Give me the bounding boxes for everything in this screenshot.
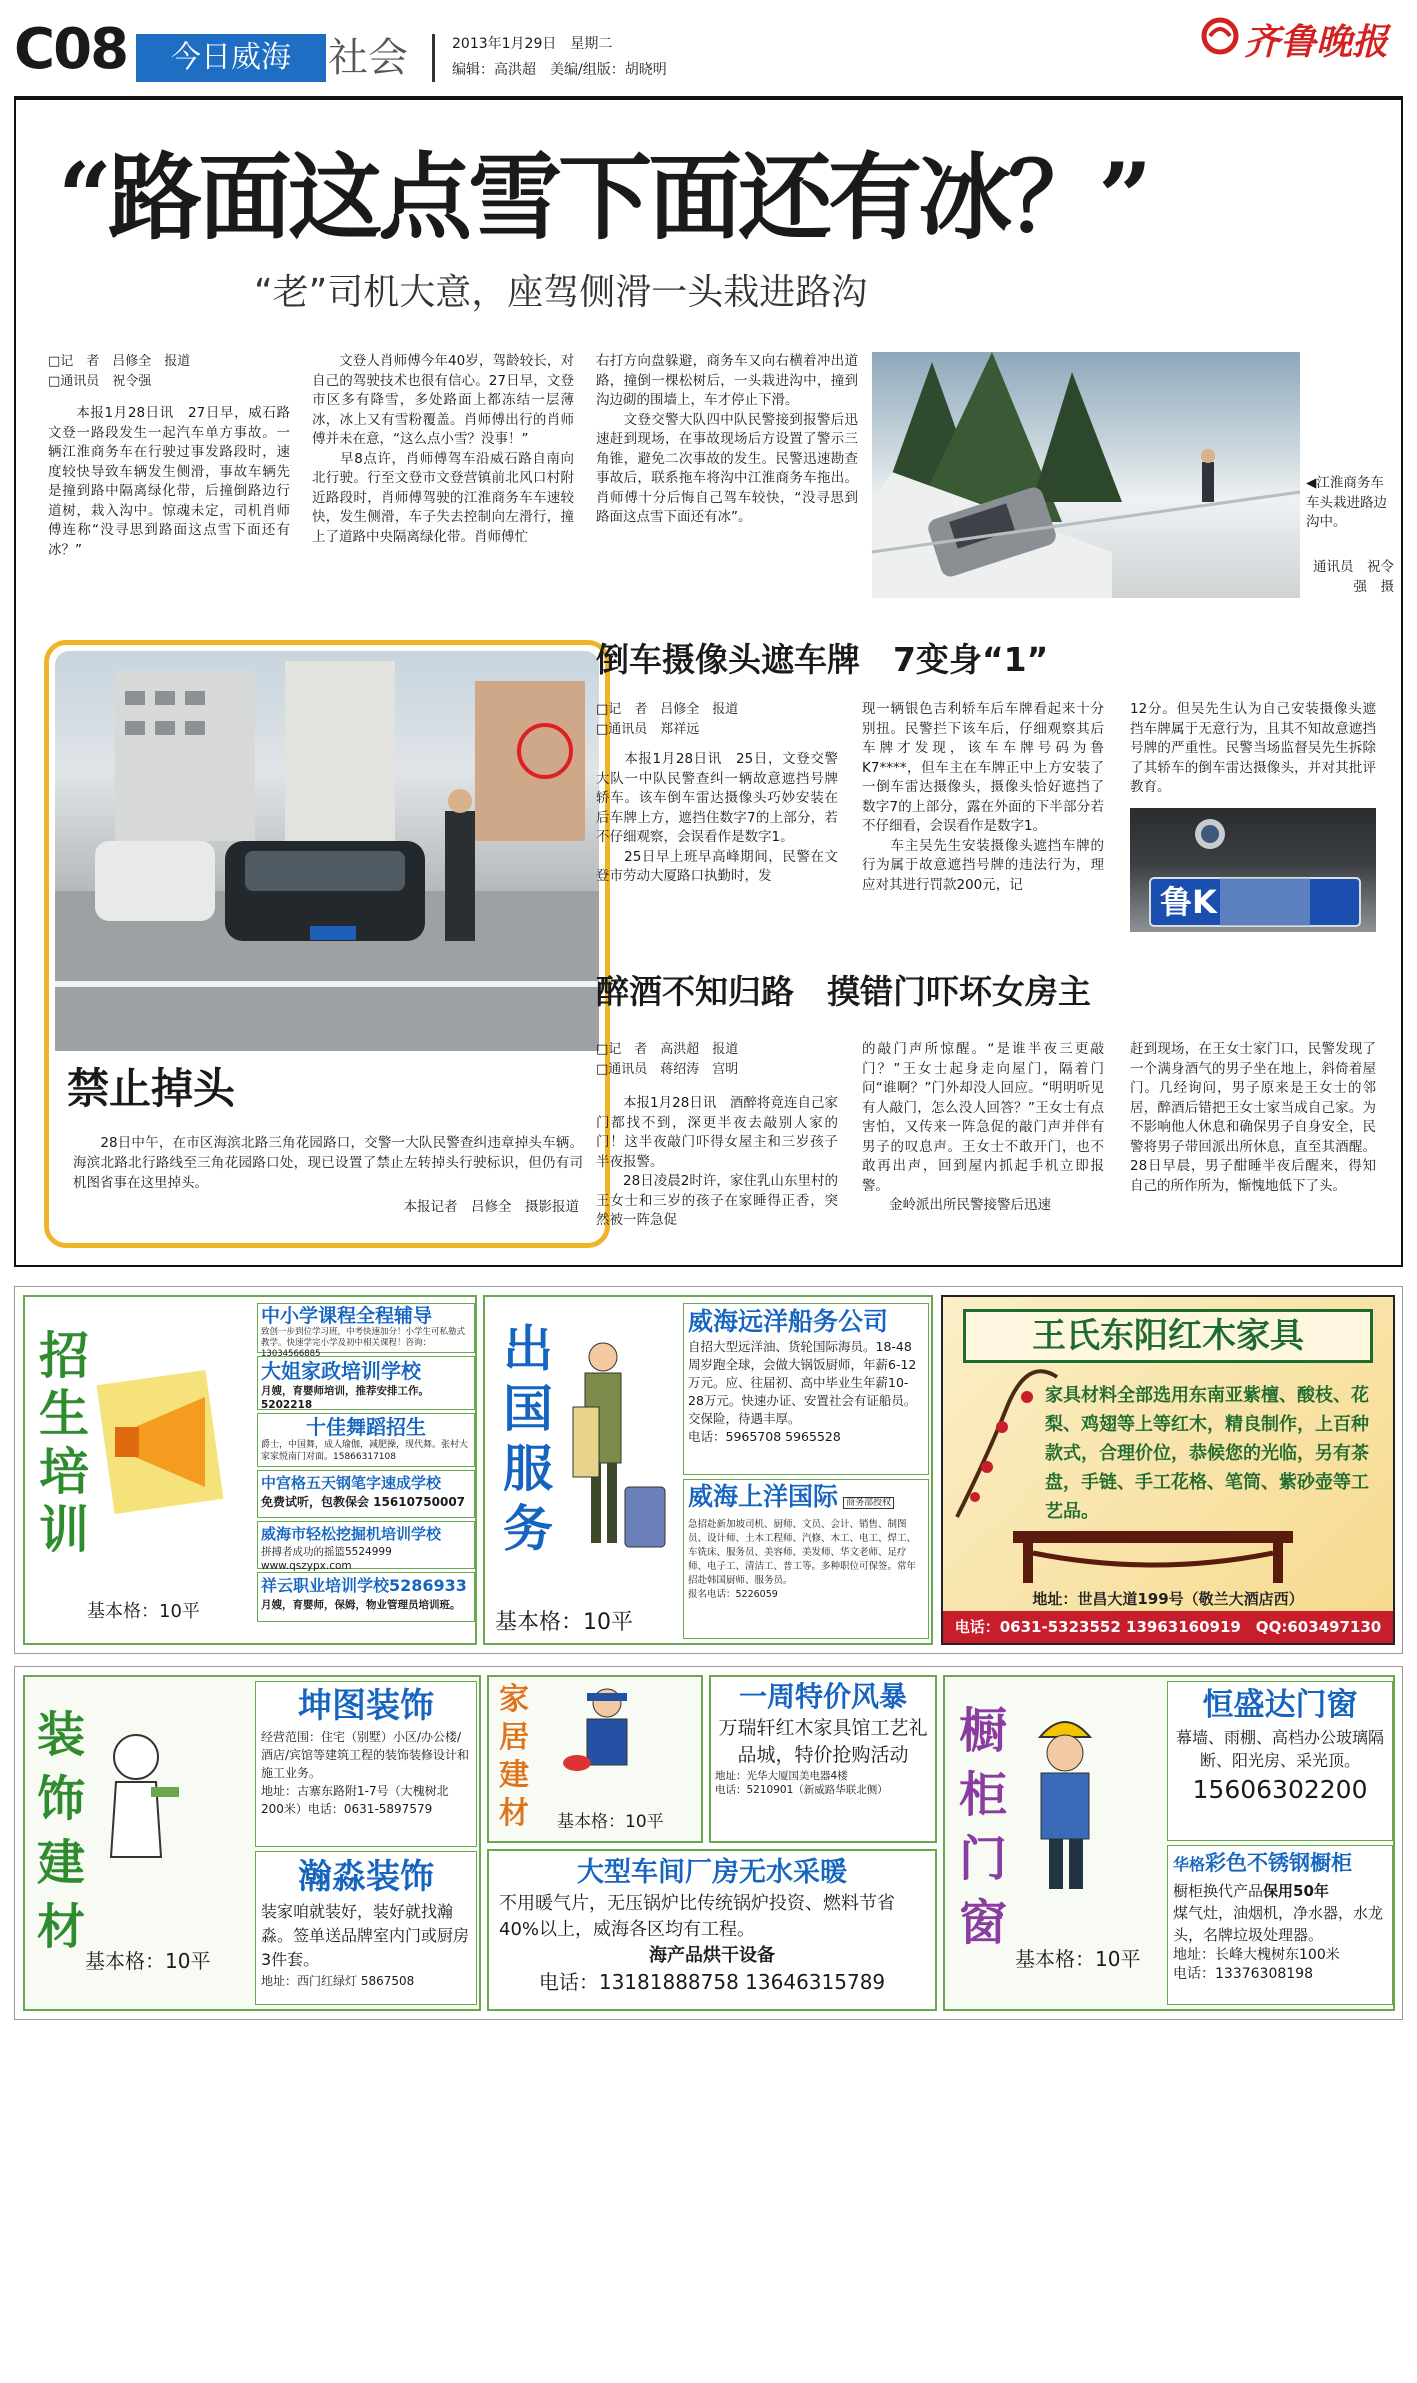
story2-byline-correspondent: □通讯员 郑祥远 [596, 722, 700, 737]
home-price: 基本格：10平 [557, 1812, 664, 1832]
shangyang-heading [688, 1482, 924, 1518]
huage-body-a: 橱柜换代产品 [1173, 1882, 1264, 1900]
overseas-label: 出国服务 [503, 1320, 553, 1558]
story2-headline: 倒车摄像头遮车牌 7变身“1” [596, 640, 1049, 679]
photo-box-credit: 本报记者 吕修全 摄影报道 [403, 1199, 579, 1215]
huage-brand: 华格 [1173, 1855, 1206, 1874]
weekly-contact: 电话：5210901（新威路华联北侧） [715, 1784, 888, 1796]
yuanyang-body: 自招大型远洋油、货轮国际海员。18-48周岁跑全球，会做大锅饭厨师，年薪6-12万元。应、往届初、高中毕业生年薪10-28万元。快速办证、安置社会有证船员。交保险，待遇丰厚。 [688, 1339, 917, 1426]
overseas-price: 基本格：10平 [495, 1610, 633, 1635]
huage-contact: 电话：13376308198 [1173, 1966, 1313, 1982]
traveler-icon [563, 1337, 673, 1577]
shangyang-title: 威海上洋国际 [688, 1482, 839, 1511]
edu-ad-2-title: 大姐家政培训学校 [261, 1359, 421, 1383]
story2-column-2: 现一辆银色吉利轿车后车牌看起来十分别扭。民警拦下该车后，仔细观察其后车牌才发现，该车车牌号码为鲁K7****，但车主在车牌正中上方安装了一倒车雷达摄像头，摄像头恰好遮挡了数字7的上部分，露在外面的下半部分若不仔细看，会误看作是数字1。 车主吴先生安装摄像头遮挡车牌的行为属于故意遮挡号牌的违法行为，理应对其进行罚款200元，记 [862, 701, 1104, 893]
edu-ad-5-title: 威海市轻松挖掘机培训学校 [261, 1525, 442, 1543]
furniture-contact: 电话：0631-5323552 13963160919 QQ:603497130 [954, 1618, 1382, 1636]
edu-ad-1-body: 致创一步到位学习班，中考快速加分！小学生可私塾式教学。快速学完小学及初中相关课程！咨询：13034566885 [261, 1327, 466, 1359]
hengsheng-title: 恒盛达门窗 [1202, 1687, 1358, 1723]
ad-group-decoration [23, 1675, 481, 2011]
story3-byline-reporter: □记 者 高洪超 报道 [596, 1042, 739, 1057]
furniture-ad [941, 1295, 1395, 1645]
story3-headline: 醉酒不知归路 摸错门吓坏女房主 [596, 972, 1091, 1011]
weekly-ad [709, 1675, 937, 1843]
weekly-body: 万瑞轩红木家具馆工艺礼品城，特价抢购活动 [718, 1717, 928, 1766]
yuanyang-ad [683, 1303, 929, 1475]
hengsheng-ad [1167, 1681, 1393, 1841]
story2-column-3: 12分。但吴先生认为自己安装摄像头遮挡车牌属于无意行为，且其不知故意遮挡号牌的严重性。民警当场监督吴先生拆除了其轿车的倒车雷达摄像头，并对其批评教育。 [1130, 701, 1376, 795]
paper-name: 齐鲁晚报 [1244, 21, 1389, 63]
photo-box [44, 640, 610, 1248]
photo-box-caption: 28日中午，在市区海滨北路三角花园路口，交警一大队民警查纠违章掉头车辆。海滨北路北行路线至三角花园路口处，现已设置了禁止左转掉头行驶标识，但仍有司机图省事在这里掉头。 [73, 1135, 583, 1191]
edu-ad-6 [257, 1572, 475, 1622]
edu-ad-2 [257, 1356, 475, 1410]
furniture-title: 王氏东阳红木家具 [1032, 1316, 1304, 1356]
edu-ad-3-title: 十佳舞蹈招生 [306, 1415, 426, 1439]
edu-ad-2-body: 月嫂，育婴师培训，推荐安排工作。5202218 [261, 1385, 429, 1411]
edu-ad-4 [257, 1470, 475, 1518]
kuntu-body: 经营范围：住宅（别墅）小区/办公楼/酒店/宾馆等建筑工程的装饰装修设计和施工业务。 [261, 1730, 470, 1780]
kuntu-address: 地址：古寨东路附1-7号（大槐树北200米）电话：0631-5897579 [261, 1784, 449, 1816]
kuntu-title: 坤图装饰 [298, 1686, 434, 1726]
shangyang-ad [683, 1479, 929, 1639]
story2-byline-reporter: □记 者 吕修全 报道 [596, 702, 739, 717]
education-price: 基本格：10平 [87, 1601, 200, 1622]
ads-row-1 [14, 1286, 1403, 1654]
section-tab: 今日威海 [136, 34, 326, 82]
lead-subhead: “老”司机大意，座驾侧滑一头栽进路沟 [254, 272, 868, 313]
hanmiao-body: 装家咱就装好，装好就找瀚淼。签单送品牌室内门或厨房3件套。 [261, 1902, 470, 1969]
hanmiao-ad [255, 1851, 477, 2005]
lead-column-3: 右打方向盘躲避，商务车又向右横着冲出道路，撞倒一棵松树后，一头栽进沟中，撞到沟边砌的围墙上，车才停止下滑。 文登交警大队四中队民警接到报警后迅速赶到现场，在事故现场后方设置了警示三角锥，避免二次事故的发生。民警迅速勘查事故后，联系拖车将沟中江淮商务车拖出。肖师傅十分后悔自己驾车较快，“没寻思到路面这点雪下面还有冰”。 [596, 353, 858, 525]
story2-column-1: 本报1月28日讯 25日，文登交警大队一中队民警查纠一辆故意遮挡号牌轿车。该车倒车雷达摄像头巧妙安装在后车牌上方，遮挡住数字7的上部分，若不仔细观察，会误看作是数字1。 25日早上班早高峰期间，民警在文登市劳动大厦路口执勤时，发 [596, 751, 838, 884]
kuntu-ad [255, 1681, 477, 1847]
home-label: 家居建材 [499, 1682, 529, 1831]
yuanyang-title: 威海远洋船务公司 [688, 1307, 889, 1336]
shangyang-body: 急招赴新加坡司机、厨师、文员、会计、销售、制图员、设计师、土木工程师、汽修、木工、电工、焊工、车铣床、服务员、美容师、美发师、华文老师、足疗师、电子工、清洁工、普工等。多种职位可保签。常年招赴韩国厨师、服务员。 [688, 1519, 917, 1586]
cabinets-label: 橱柜门窗 [959, 1703, 1008, 1951]
edu-ad-5 [257, 1521, 475, 1572]
decoration-label: 装饰建材 [37, 1707, 86, 1955]
header-divider [432, 34, 435, 82]
header-rule [14, 96, 1403, 100]
logo-swirl-icon [1200, 16, 1240, 56]
edu-ad-1 [257, 1303, 475, 1359]
workshop-contact: 电话：13181888758 13646315789 [538, 1970, 886, 1994]
ad-group-home [487, 1675, 937, 2011]
rosewood-bench-icon [1003, 1507, 1303, 1587]
hanmiao-title: 瀚淼装饰 [298, 1857, 434, 1897]
huage-ad [1167, 1845, 1393, 2005]
lead-headline: “路面这点雪下面还有冰？” [58, 143, 1149, 253]
edu-ad-1-title: 中小学课程全程辅导 [261, 1305, 433, 1327]
education-label: 招生培训 [39, 1327, 89, 1559]
huage-address: 地址：长峰大槐树东100米 [1173, 1947, 1340, 1963]
worker-icon [1015, 1707, 1115, 1897]
hengsheng-body: 幕墙、雨棚、高档办公玻璃隔断、阳光房、采光顶。 [1175, 1728, 1384, 1770]
page-number: C08 [14, 17, 128, 82]
weekly-address: 地址：光华大厦国美电器4楼 [715, 1770, 848, 1782]
subsection-label: 社会 [328, 35, 408, 81]
story3-column-2: 的敲门声所惊醒。“是谁半夜三更敲门？”王女士起身走向屋门，隔着门问“谁啊？”门外却没人回应。“明明听见有人敲门，怎么没人回答？”王女士有点害怕，又传来一阵急促的敲门声并伴有男子的叹息声。王女士不敢开门，也不敢再出声，回到屋内抓起手机立即报警。 金岭派出所民警接警后迅速 [862, 1041, 1104, 1213]
huage-body-b: 保用50年 [1263, 1882, 1329, 1900]
lead-byline-reporter: □记 者 吕修全 报道 [48, 354, 191, 369]
painter-icon [91, 1727, 181, 1907]
huage-title: 彩色不锈钢橱柜 [1205, 1851, 1353, 1875]
workshop-product: 海产品烘干设备 [649, 1945, 775, 1966]
ad-group-overseas [483, 1295, 933, 1645]
story3-column-3: 赶到现场，在王女士家门口，民警发现了一个满身酒气的男子坐在地上，斜倚着屋门。几经询问，男子原来是王女士的邻居，醉酒后错把王女士家当成自己家。为不影响他人休息和确保男子自身安全，民警将男子带回派出所休息，直至其酒醒。28日早晨，男子酣睡半夜后醒来，得知自己的所作所为，惭愧地低下了头。 [1130, 1041, 1376, 1194]
lead-byline-correspondent: □通讯员 祝令强 [48, 374, 152, 389]
furniture-address: 地址：世昌大道199号（敬兰大酒店西） [1032, 1590, 1304, 1608]
accident-photo [872, 352, 1300, 598]
workshop-title: 大型车间厂房无水采暖 [577, 1857, 847, 1888]
cabinets-price: 基本格：10平 [1015, 1947, 1141, 1971]
ad-group-cabinets [943, 1675, 1395, 2011]
story3-column-1: 本报1月28日讯 酒醉将竟连自己家门都找不到，深更半夜去敲别人家的门！这半夜敲门吓得女屋主和三岁孩子半夜报警。 28日凌晨2时许，家住乳山东里村的王女士和三岁的孩子在家睡得正香，突然被一阵急促 [596, 1095, 838, 1228]
issue-date: 2013年1月29日 星期二 [452, 36, 613, 52]
plate-prefix: 鲁K [1160, 883, 1217, 921]
frame-right [1401, 96, 1403, 1266]
yuanyang-contact: 电话：5965708 5965528 [688, 1429, 841, 1444]
hengsheng-phone: 15606302200 [1192, 1775, 1368, 1804]
education-listings [257, 1303, 475, 1622]
photo-box-title: 禁止掉头 [67, 1064, 236, 1113]
megaphone-icon [95, 1357, 245, 1527]
edu-ad-4-body: 免费试听，包教保会 15610750007 [261, 1495, 466, 1509]
shangyang-tag: 商务部授权 [843, 1497, 894, 1509]
decoration-price: 基本格：10平 [85, 1949, 211, 1973]
frame-bottom [14, 1265, 1403, 1267]
plumber-icon [557, 1683, 657, 1793]
story3-byline-correspondent: □通讯员 蒋绍涛 宫明 [596, 1062, 739, 1077]
license-plate-photo [1130, 808, 1376, 932]
edu-ad-6-title: 祥云职业培训学校5286933 [261, 1576, 467, 1595]
workshop-body: 不用暖气片，无压锅炉比传统锅炉投资、燃料节省40%以上，威海各区均有工程。 [499, 1893, 895, 1940]
lead-column-1: 本报1月28日讯 27日早，威石路文登一路段发生一起汽车单方事故。一辆江淮商务车在行驶过事发路段时，速度较快导致车辆发生侧滑，事故车辆先是撞到路中隔离绿化带，后撞倒路边行道树，栽入沟中。惊魂未定，司机肖师傅连称“没寻思到路面这点雪下面还有冰？” [48, 405, 290, 558]
lead-column-2: 文登人肖师傅今年40岁，驾龄较长，对自己的驾驶技术也很有信心。27日早，文登市区多有降雪，多处路面上都冻结一层薄冰，冰上又有雪粉覆盖。肖师傅出行的肖师傅并未在意，“这么点小雪？没事！” 早8点许，肖师傅驾车沿威石路自南向北行驶。行至文登市文登营镇前北风口村附近路段时，肖师傅驾驶的江淮商务车车速较快，发生侧滑，车子失去控制向左滑行，撞上了道路中央隔离绿化带。肖师傅忙 [312, 353, 574, 545]
hanmiao-address: 地址：西门红绿灯 5867508 [261, 1974, 415, 1988]
edu-ad-3-body: 爵士，中国舞，成人瑜伽，减肥操，现代舞。张村大家家悦南门对面。15866317108 [261, 1440, 469, 1462]
edu-ad-5-body: 拼搏者成功的摇篮5524999 www.qszypx.com [261, 1546, 392, 1572]
paper-logo [1200, 10, 1410, 62]
edu-ad-6-body: 月嫂，育婴师，保姆，物业管理员培训班。 [261, 1599, 461, 1611]
ads-row-2 [14, 1666, 1403, 2020]
accident-photo-caption: ◀江淮商务车车头栽进路边沟中。 [1306, 475, 1387, 530]
workshop-ad [487, 1849, 937, 2011]
huage-body-c: 煤气灶，油烟机，净水器，水龙头，名牌垃圾处理器。 [1173, 1904, 1384, 1944]
furniture-body: 家具材料全部选用东南亚紫檀、酸枝、花梨、鸡翅等上等红木，精良制作，上百种款式，合理价位，恭候您的光临，另有茶盘，手链、手工花格、笔筒、紫砂壶等工艺品。 [1045, 1385, 1369, 1522]
accident-photo-credit: 通讯员 祝令强 摄 [1313, 559, 1394, 595]
huage-heading [1173, 1848, 1387, 1880]
edu-ad-4-title: 中宫格五天钢笔字速成学校 [261, 1474, 442, 1492]
huage-body-line [1173, 1880, 1387, 1902]
ad-group-education [23, 1295, 477, 1645]
edu-ad-3 [257, 1413, 475, 1467]
shangyang-contact: 报名电话：5226059 [688, 1589, 778, 1600]
frame-left [14, 96, 16, 1266]
street-photo [55, 651, 599, 1051]
editors: 编辑：高洪超 美编/组版：胡晓明 [452, 62, 667, 78]
weekly-title: 一周特价风暴 [738, 1680, 907, 1713]
